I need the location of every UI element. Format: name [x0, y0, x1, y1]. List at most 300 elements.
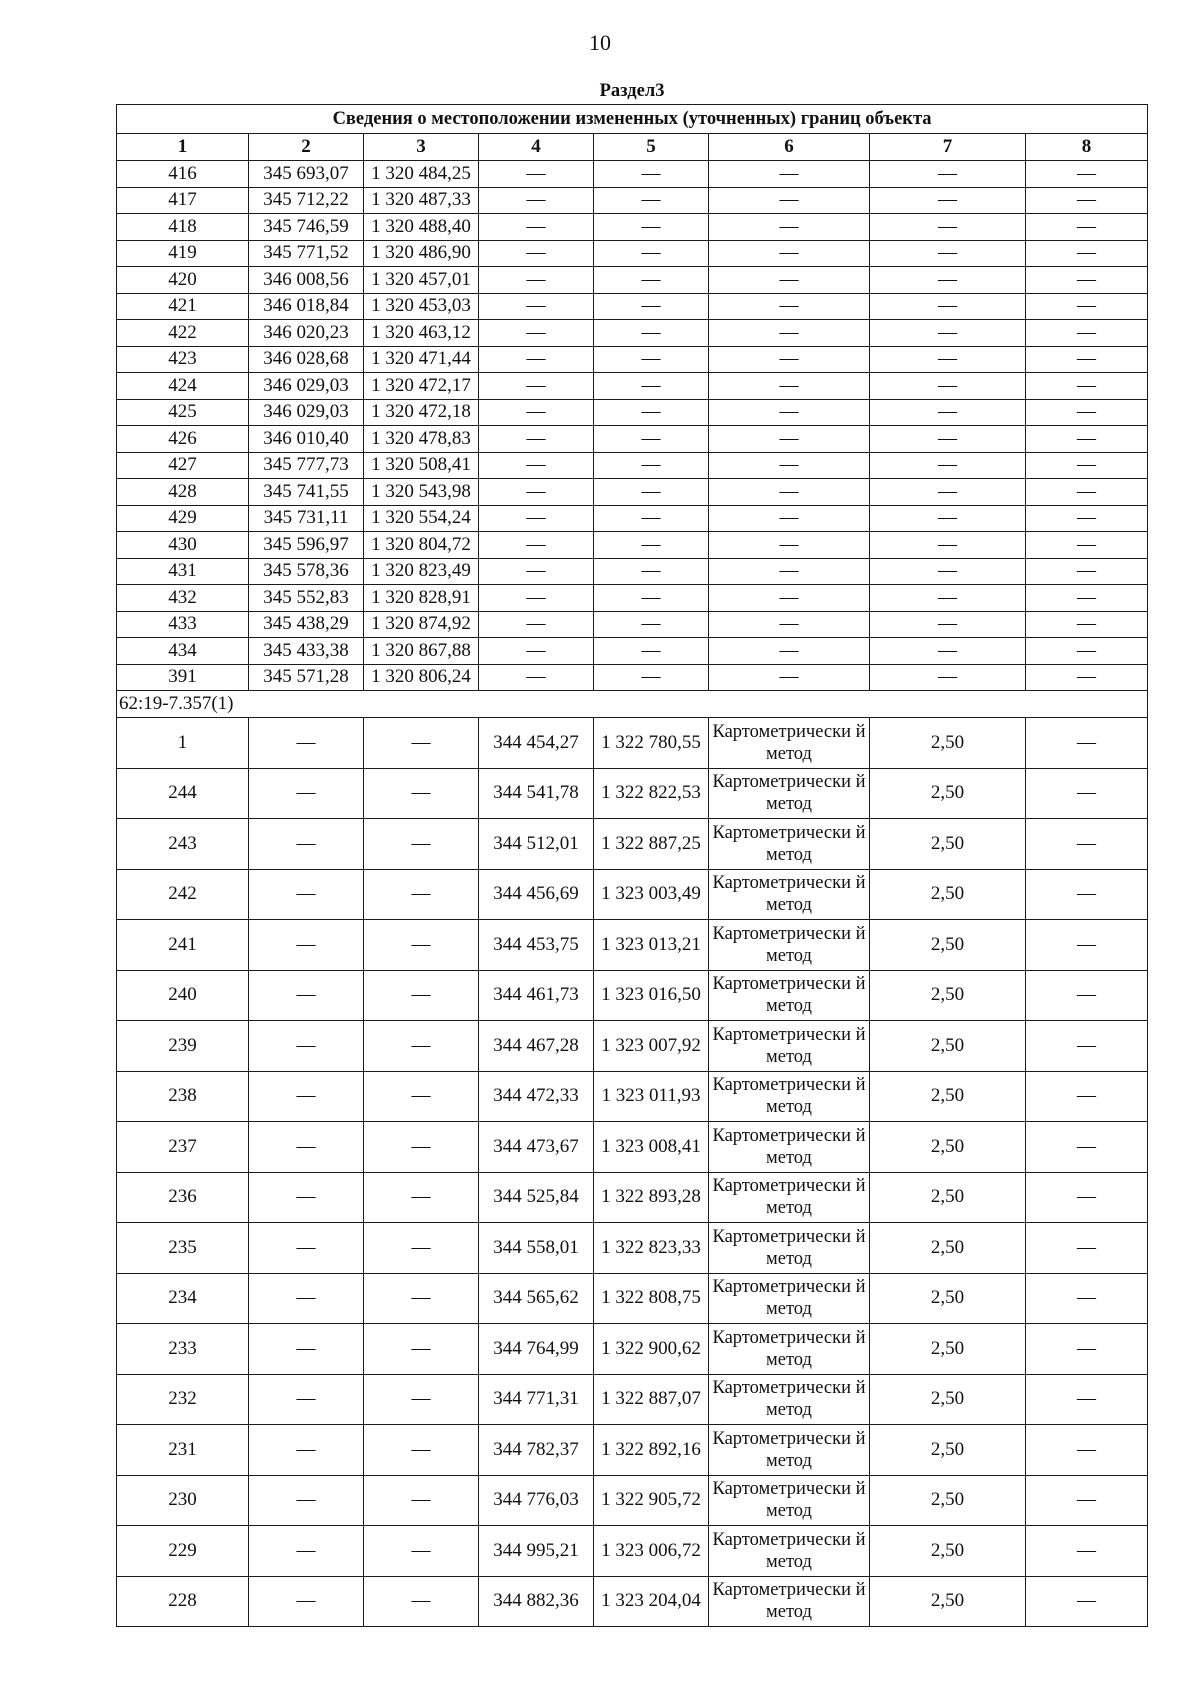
table-cell: —: [249, 1122, 364, 1173]
table-cell: —: [1026, 585, 1148, 612]
table-cell: —: [870, 532, 1026, 559]
table-cell: 2,50: [870, 768, 1026, 819]
table-row: [117, 638, 1148, 665]
method-cell: Картометрически й метод: [709, 1172, 870, 1223]
table-cell: —: [1026, 1576, 1148, 1627]
table-cell: 1 323 011,93: [594, 1071, 709, 1122]
method-cell: —: [709, 267, 870, 294]
table-cell: 1 320 543,98: [364, 479, 479, 506]
table-cell: —: [364, 1071, 479, 1122]
table-row: [117, 479, 1148, 506]
table-cell: —: [479, 267, 594, 294]
parcel-label: 62:19-7.357(1): [117, 691, 1148, 718]
table-cell: —: [594, 373, 709, 400]
table-cell: —: [1026, 1172, 1148, 1223]
column-number-cell: 2: [249, 134, 364, 161]
point-number-cell: 422: [117, 320, 249, 347]
table-cell: 2,50: [870, 1071, 1026, 1122]
table-cell: 1 322 780,55: [594, 718, 709, 769]
column-number-cell: 4: [479, 134, 594, 161]
table-cell: —: [364, 1576, 479, 1627]
table-cell: —: [870, 479, 1026, 506]
table-cell: —: [594, 479, 709, 506]
table-cell: 1 322 887,07: [594, 1374, 709, 1425]
table-row: [117, 718, 1148, 769]
point-number-cell: 417: [117, 187, 249, 214]
table-cell: 1 323 016,50: [594, 970, 709, 1021]
table-cell: 1 323 006,72: [594, 1526, 709, 1577]
table-cell: —: [249, 819, 364, 870]
method-cell: Картометрически й метод: [709, 1273, 870, 1324]
table-cell: 1 320 471,44: [364, 346, 479, 373]
point-number-cell: 416: [117, 161, 249, 188]
table-cell: —: [594, 214, 709, 241]
table-cell: 1 320 804,72: [364, 532, 479, 559]
table-cell: 2,50: [870, 1172, 1026, 1223]
point-number-cell: 434: [117, 638, 249, 665]
table-cell: 2,50: [870, 1273, 1026, 1324]
table-cell: 344 565,62: [479, 1273, 594, 1324]
table-cell: —: [870, 320, 1026, 347]
table-cell: 1 320 486,90: [364, 240, 479, 267]
point-number-cell: 234: [117, 1273, 249, 1324]
method-cell: Картометрически й метод: [709, 1223, 870, 1274]
point-number-cell: 229: [117, 1526, 249, 1577]
table-cell: 1 320 472,17: [364, 373, 479, 400]
table-row: [117, 293, 1148, 320]
table-cell: —: [1026, 1475, 1148, 1526]
table-cell: —: [249, 718, 364, 769]
table-cell: —: [1026, 373, 1148, 400]
table-cell: —: [364, 718, 479, 769]
table-cell: —: [364, 1172, 479, 1223]
method-cell: Картометрически й метод: [709, 970, 870, 1021]
table-cell: —: [479, 187, 594, 214]
table-cell: —: [249, 1526, 364, 1577]
table-cell: —: [479, 505, 594, 532]
point-number-cell: 235: [117, 1223, 249, 1274]
table-cell: —: [1026, 240, 1148, 267]
table-cell: —: [1026, 819, 1148, 870]
table-cell: 2,50: [870, 1324, 1026, 1375]
point-number-cell: 1: [117, 718, 249, 769]
table-cell: —: [594, 585, 709, 612]
table-row: [117, 346, 1148, 373]
column-number-cell: 7: [870, 134, 1026, 161]
method-cell: Картометрически й метод: [709, 1021, 870, 1072]
method-cell: Картометрически й метод: [709, 1526, 870, 1577]
method-cell: —: [709, 399, 870, 426]
point-number-cell: 240: [117, 970, 249, 1021]
point-number-cell: 228: [117, 1576, 249, 1627]
table-cell: 345 712,22: [249, 187, 364, 214]
table-cell: —: [1026, 505, 1148, 532]
table-cell: —: [364, 1526, 479, 1577]
table-cell: —: [364, 920, 479, 971]
table-cell: —: [594, 320, 709, 347]
table-cell: 344 771,31: [479, 1374, 594, 1425]
point-number-cell: 418: [117, 214, 249, 241]
method-cell: —: [709, 664, 870, 691]
method-cell: Картометрически й метод: [709, 869, 870, 920]
column-number-cell: 6: [709, 134, 870, 161]
method-cell: —: [709, 479, 870, 506]
point-number-cell: 230: [117, 1475, 249, 1526]
table-cell: —: [364, 1475, 479, 1526]
method-cell: —: [709, 161, 870, 188]
table-cell: —: [1026, 611, 1148, 638]
table-cell: —: [364, 1122, 479, 1173]
table-cell: —: [870, 293, 1026, 320]
table-cell: —: [1026, 532, 1148, 559]
point-number-cell: 244: [117, 768, 249, 819]
table-row: [117, 664, 1148, 691]
table-row: [117, 240, 1148, 267]
point-number-cell: 420: [117, 267, 249, 294]
point-number-cell: 421: [117, 293, 249, 320]
table-cell: —: [249, 1273, 364, 1324]
table-row: [117, 1122, 1148, 1173]
table-cell: —: [249, 869, 364, 920]
table-cell: 1 320 463,12: [364, 320, 479, 347]
table-cell: —: [479, 399, 594, 426]
table-cell: 1 320 554,24: [364, 505, 479, 532]
table-cell: 345 693,07: [249, 161, 364, 188]
table-row: [117, 452, 1148, 479]
column-number-cell: 5: [594, 134, 709, 161]
point-number-cell: 239: [117, 1021, 249, 1072]
method-cell: —: [709, 638, 870, 665]
table-cell: 344 472,33: [479, 1071, 594, 1122]
table-row: [117, 399, 1148, 426]
table-cell: —: [870, 399, 1026, 426]
point-number-cell: 427: [117, 452, 249, 479]
table-cell: —: [249, 1324, 364, 1375]
method-cell: Картометрически й метод: [709, 1475, 870, 1526]
table-cell: 1 322 822,53: [594, 768, 709, 819]
table-cell: 2,50: [870, 1122, 1026, 1173]
table-cell: —: [479, 346, 594, 373]
point-number-cell: 423: [117, 346, 249, 373]
point-number-cell: 419: [117, 240, 249, 267]
table-cell: —: [1026, 768, 1148, 819]
table-cell: —: [479, 426, 594, 453]
table-cell: —: [364, 970, 479, 1021]
table-cell: 1 322 900,62: [594, 1324, 709, 1375]
table-cell: —: [870, 505, 1026, 532]
table-row: [117, 819, 1148, 870]
table-row: [117, 558, 1148, 585]
table-row: [117, 970, 1148, 1021]
table-cell: —: [249, 970, 364, 1021]
table-cell: —: [249, 1021, 364, 1072]
table-row: [117, 161, 1148, 188]
column-number-row: [117, 134, 1148, 161]
table-cell: 344 541,78: [479, 768, 594, 819]
table-cell: —: [1026, 1374, 1148, 1425]
table-cell: —: [594, 293, 709, 320]
point-number-cell: 243: [117, 819, 249, 870]
table-cell: —: [870, 240, 1026, 267]
table-cell: 1 323 013,21: [594, 920, 709, 971]
table-cell: —: [870, 346, 1026, 373]
table-cell: 2,50: [870, 920, 1026, 971]
method-cell: —: [709, 611, 870, 638]
table-row: [117, 1374, 1148, 1425]
table-cell: 344 558,01: [479, 1223, 594, 1274]
method-cell: Картометрически й метод: [709, 1576, 870, 1627]
point-number-cell: 232: [117, 1374, 249, 1425]
table-cell: 2,50: [870, 1475, 1026, 1526]
table-cell: —: [594, 161, 709, 188]
table-cell: —: [479, 452, 594, 479]
table-cell: —: [479, 611, 594, 638]
table-cell: —: [594, 267, 709, 294]
table-cell: 346 029,03: [249, 373, 364, 400]
table-cell: —: [594, 611, 709, 638]
table-row: [117, 1172, 1148, 1223]
table-cell: —: [1026, 718, 1148, 769]
method-cell: —: [709, 214, 870, 241]
table-cell: —: [594, 505, 709, 532]
method-cell: —: [709, 240, 870, 267]
table-cell: —: [594, 638, 709, 665]
table-cell: —: [1026, 1425, 1148, 1476]
table-cell: —: [1026, 1021, 1148, 1072]
table-row: [117, 1526, 1148, 1577]
table-cell: 344 512,01: [479, 819, 594, 870]
table-cell: —: [594, 399, 709, 426]
table-cell: —: [479, 373, 594, 400]
table-cell: —: [870, 373, 1026, 400]
point-number-cell: 241: [117, 920, 249, 971]
table-row: [117, 1071, 1148, 1122]
table-cell: 344 473,67: [479, 1122, 594, 1173]
method-cell: Картометрически й метод: [709, 718, 870, 769]
column-number-cell: 8: [1026, 134, 1148, 161]
table-cell: —: [594, 558, 709, 585]
table-cell: 344 453,75: [479, 920, 594, 971]
table-cell: 1 322 892,16: [594, 1425, 709, 1476]
table-cell: —: [1026, 399, 1148, 426]
table-cell: —: [479, 664, 594, 691]
point-number-cell: 430: [117, 532, 249, 559]
table-cell: —: [1026, 1273, 1148, 1324]
table-cell: —: [249, 1223, 364, 1274]
table-cell: —: [364, 1021, 479, 1072]
table-cell: —: [364, 1324, 479, 1375]
table-cell: 1 322 808,75: [594, 1273, 709, 1324]
table-cell: —: [1026, 479, 1148, 506]
table-cell: —: [1026, 320, 1148, 347]
table-cell: —: [1026, 970, 1148, 1021]
point-number-cell: 429: [117, 505, 249, 532]
point-number-cell: 242: [117, 869, 249, 920]
table-cell: —: [870, 267, 1026, 294]
method-cell: —: [709, 293, 870, 320]
table-cell: —: [249, 1475, 364, 1526]
table-cell: —: [364, 1374, 479, 1425]
table-cell: 2,50: [870, 718, 1026, 769]
table-cell: 346 020,23: [249, 320, 364, 347]
table-cell: 2,50: [870, 1223, 1026, 1274]
method-cell: Картометрически й метод: [709, 920, 870, 971]
table-row: [117, 1425, 1148, 1476]
table-cell: 1 320 508,41: [364, 452, 479, 479]
method-cell: —: [709, 426, 870, 453]
table-cell: —: [364, 1425, 479, 1476]
table-cell: 345 731,11: [249, 505, 364, 532]
table-cell: 2,50: [870, 819, 1026, 870]
table-cell: 346 010,40: [249, 426, 364, 453]
table-cell: 2,50: [870, 1526, 1026, 1577]
table-cell: —: [1026, 452, 1148, 479]
table-cell: —: [870, 664, 1026, 691]
table-row: [117, 920, 1148, 971]
table-cell: —: [594, 240, 709, 267]
table-row: [117, 1576, 1148, 1627]
table-cell: —: [594, 664, 709, 691]
table-cell: —: [594, 532, 709, 559]
table-cell: 1 322 893,28: [594, 1172, 709, 1223]
table-cell: 345 571,28: [249, 664, 364, 691]
table-cell: —: [594, 452, 709, 479]
table-cell: —: [249, 920, 364, 971]
table-cell: 344 454,27: [479, 718, 594, 769]
method-cell: Картометрически й метод: [709, 768, 870, 819]
table-cell: 345 578,36: [249, 558, 364, 585]
table-cell: —: [1026, 293, 1148, 320]
table-cell: 344 525,84: [479, 1172, 594, 1223]
table-row: [117, 768, 1148, 819]
table-cell: 1 323 003,49: [594, 869, 709, 920]
table-cell: 1 320 828,91: [364, 585, 479, 612]
method-cell: Картометрически й метод: [709, 1071, 870, 1122]
table-row: [117, 585, 1148, 612]
table-cell: —: [594, 426, 709, 453]
table-cell: 1 320 488,40: [364, 214, 479, 241]
table-row: [117, 532, 1148, 559]
table-cell: 346 008,56: [249, 267, 364, 294]
table-cell: —: [1026, 187, 1148, 214]
table-cell: —: [249, 1374, 364, 1425]
table-cell: —: [1026, 346, 1148, 373]
table-cell: —: [479, 293, 594, 320]
table-cell: 1 320 874,92: [364, 611, 479, 638]
table-cell: —: [1026, 1324, 1148, 1375]
table-cell: 344 456,69: [479, 869, 594, 920]
table-cell: 1 320 806,24: [364, 664, 479, 691]
table-cell: 346 018,84: [249, 293, 364, 320]
table-cell: 1 320 484,25: [364, 161, 479, 188]
point-number-cell: 433: [117, 611, 249, 638]
table-cell: —: [870, 161, 1026, 188]
table-cell: 1 320 823,49: [364, 558, 479, 585]
table-cell: —: [870, 558, 1026, 585]
table-cell: 1 320 867,88: [364, 638, 479, 665]
section-heading: Раздел3: [117, 79, 1148, 105]
point-number-cell: 424: [117, 373, 249, 400]
method-cell: Картометрически й метод: [709, 819, 870, 870]
method-cell: —: [709, 505, 870, 532]
table-cell: 2,50: [870, 869, 1026, 920]
table-cell: 346 029,03: [249, 399, 364, 426]
table-row: [117, 320, 1148, 347]
table-cell: —: [479, 532, 594, 559]
table-cell: 1 322 823,33: [594, 1223, 709, 1274]
table-cell: —: [594, 187, 709, 214]
table-title: Сведения о местоположении измененных (уточненных) границ объекта: [117, 105, 1148, 134]
table-cell: —: [1026, 1122, 1148, 1173]
table-cell: 345 741,55: [249, 479, 364, 506]
table-cell: 344 782,37: [479, 1425, 594, 1476]
table-cell: 345 746,59: [249, 214, 364, 241]
point-number-cell: 236: [117, 1172, 249, 1223]
table-cell: 345 771,52: [249, 240, 364, 267]
table-cell: 345 777,73: [249, 452, 364, 479]
table-cell: —: [249, 768, 364, 819]
table-cell: —: [479, 585, 594, 612]
page-number: 10: [589, 30, 611, 55]
point-number-cell: 233: [117, 1324, 249, 1375]
table-cell: —: [1026, 267, 1148, 294]
table-cell: —: [1026, 1223, 1148, 1274]
table-cell: 2,50: [870, 1425, 1026, 1476]
table-row: [117, 505, 1148, 532]
table-row: [117, 214, 1148, 241]
table-cell: 1 320 453,03: [364, 293, 479, 320]
method-cell: Картометрически й метод: [709, 1374, 870, 1425]
point-number-cell: 428: [117, 479, 249, 506]
table-cell: 345 552,83: [249, 585, 364, 612]
method-cell: —: [709, 187, 870, 214]
table-cell: —: [479, 161, 594, 188]
table-cell: —: [1026, 869, 1148, 920]
method-cell: —: [709, 532, 870, 559]
column-number-cell: 1: [117, 134, 249, 161]
table-row: [117, 1223, 1148, 1274]
method-cell: —: [709, 373, 870, 400]
table-cell: 2,50: [870, 1021, 1026, 1072]
table-cell: 345 433,38: [249, 638, 364, 665]
method-cell: Картометрически й метод: [709, 1324, 870, 1375]
table-cell: 1 320 487,33: [364, 187, 479, 214]
table-cell: —: [870, 585, 1026, 612]
table-cell: 1 322 905,72: [594, 1475, 709, 1526]
table-cell: —: [479, 558, 594, 585]
table-cell: 1 320 478,83: [364, 426, 479, 453]
point-number-cell: 425: [117, 399, 249, 426]
table-cell: 344 776,03: [479, 1475, 594, 1526]
table-cell: 344 995,21: [479, 1526, 594, 1577]
table-cell: —: [1026, 1526, 1148, 1577]
table-row: [117, 267, 1148, 294]
column-number-cell: 3: [364, 134, 479, 161]
table-row: [117, 187, 1148, 214]
table-cell: —: [479, 214, 594, 241]
table-cell: —: [1026, 214, 1148, 241]
method-cell: —: [709, 320, 870, 347]
table-cell: 345 438,29: [249, 611, 364, 638]
method-cell: Картометрически й метод: [709, 1425, 870, 1476]
table-cell: —: [249, 1071, 364, 1122]
table-cell: 1 323 007,92: [594, 1021, 709, 1072]
table-cell: —: [364, 819, 479, 870]
table-row: [117, 1021, 1148, 1072]
table-cell: —: [364, 768, 479, 819]
table-cell: —: [479, 479, 594, 506]
table-cell: —: [249, 1172, 364, 1223]
